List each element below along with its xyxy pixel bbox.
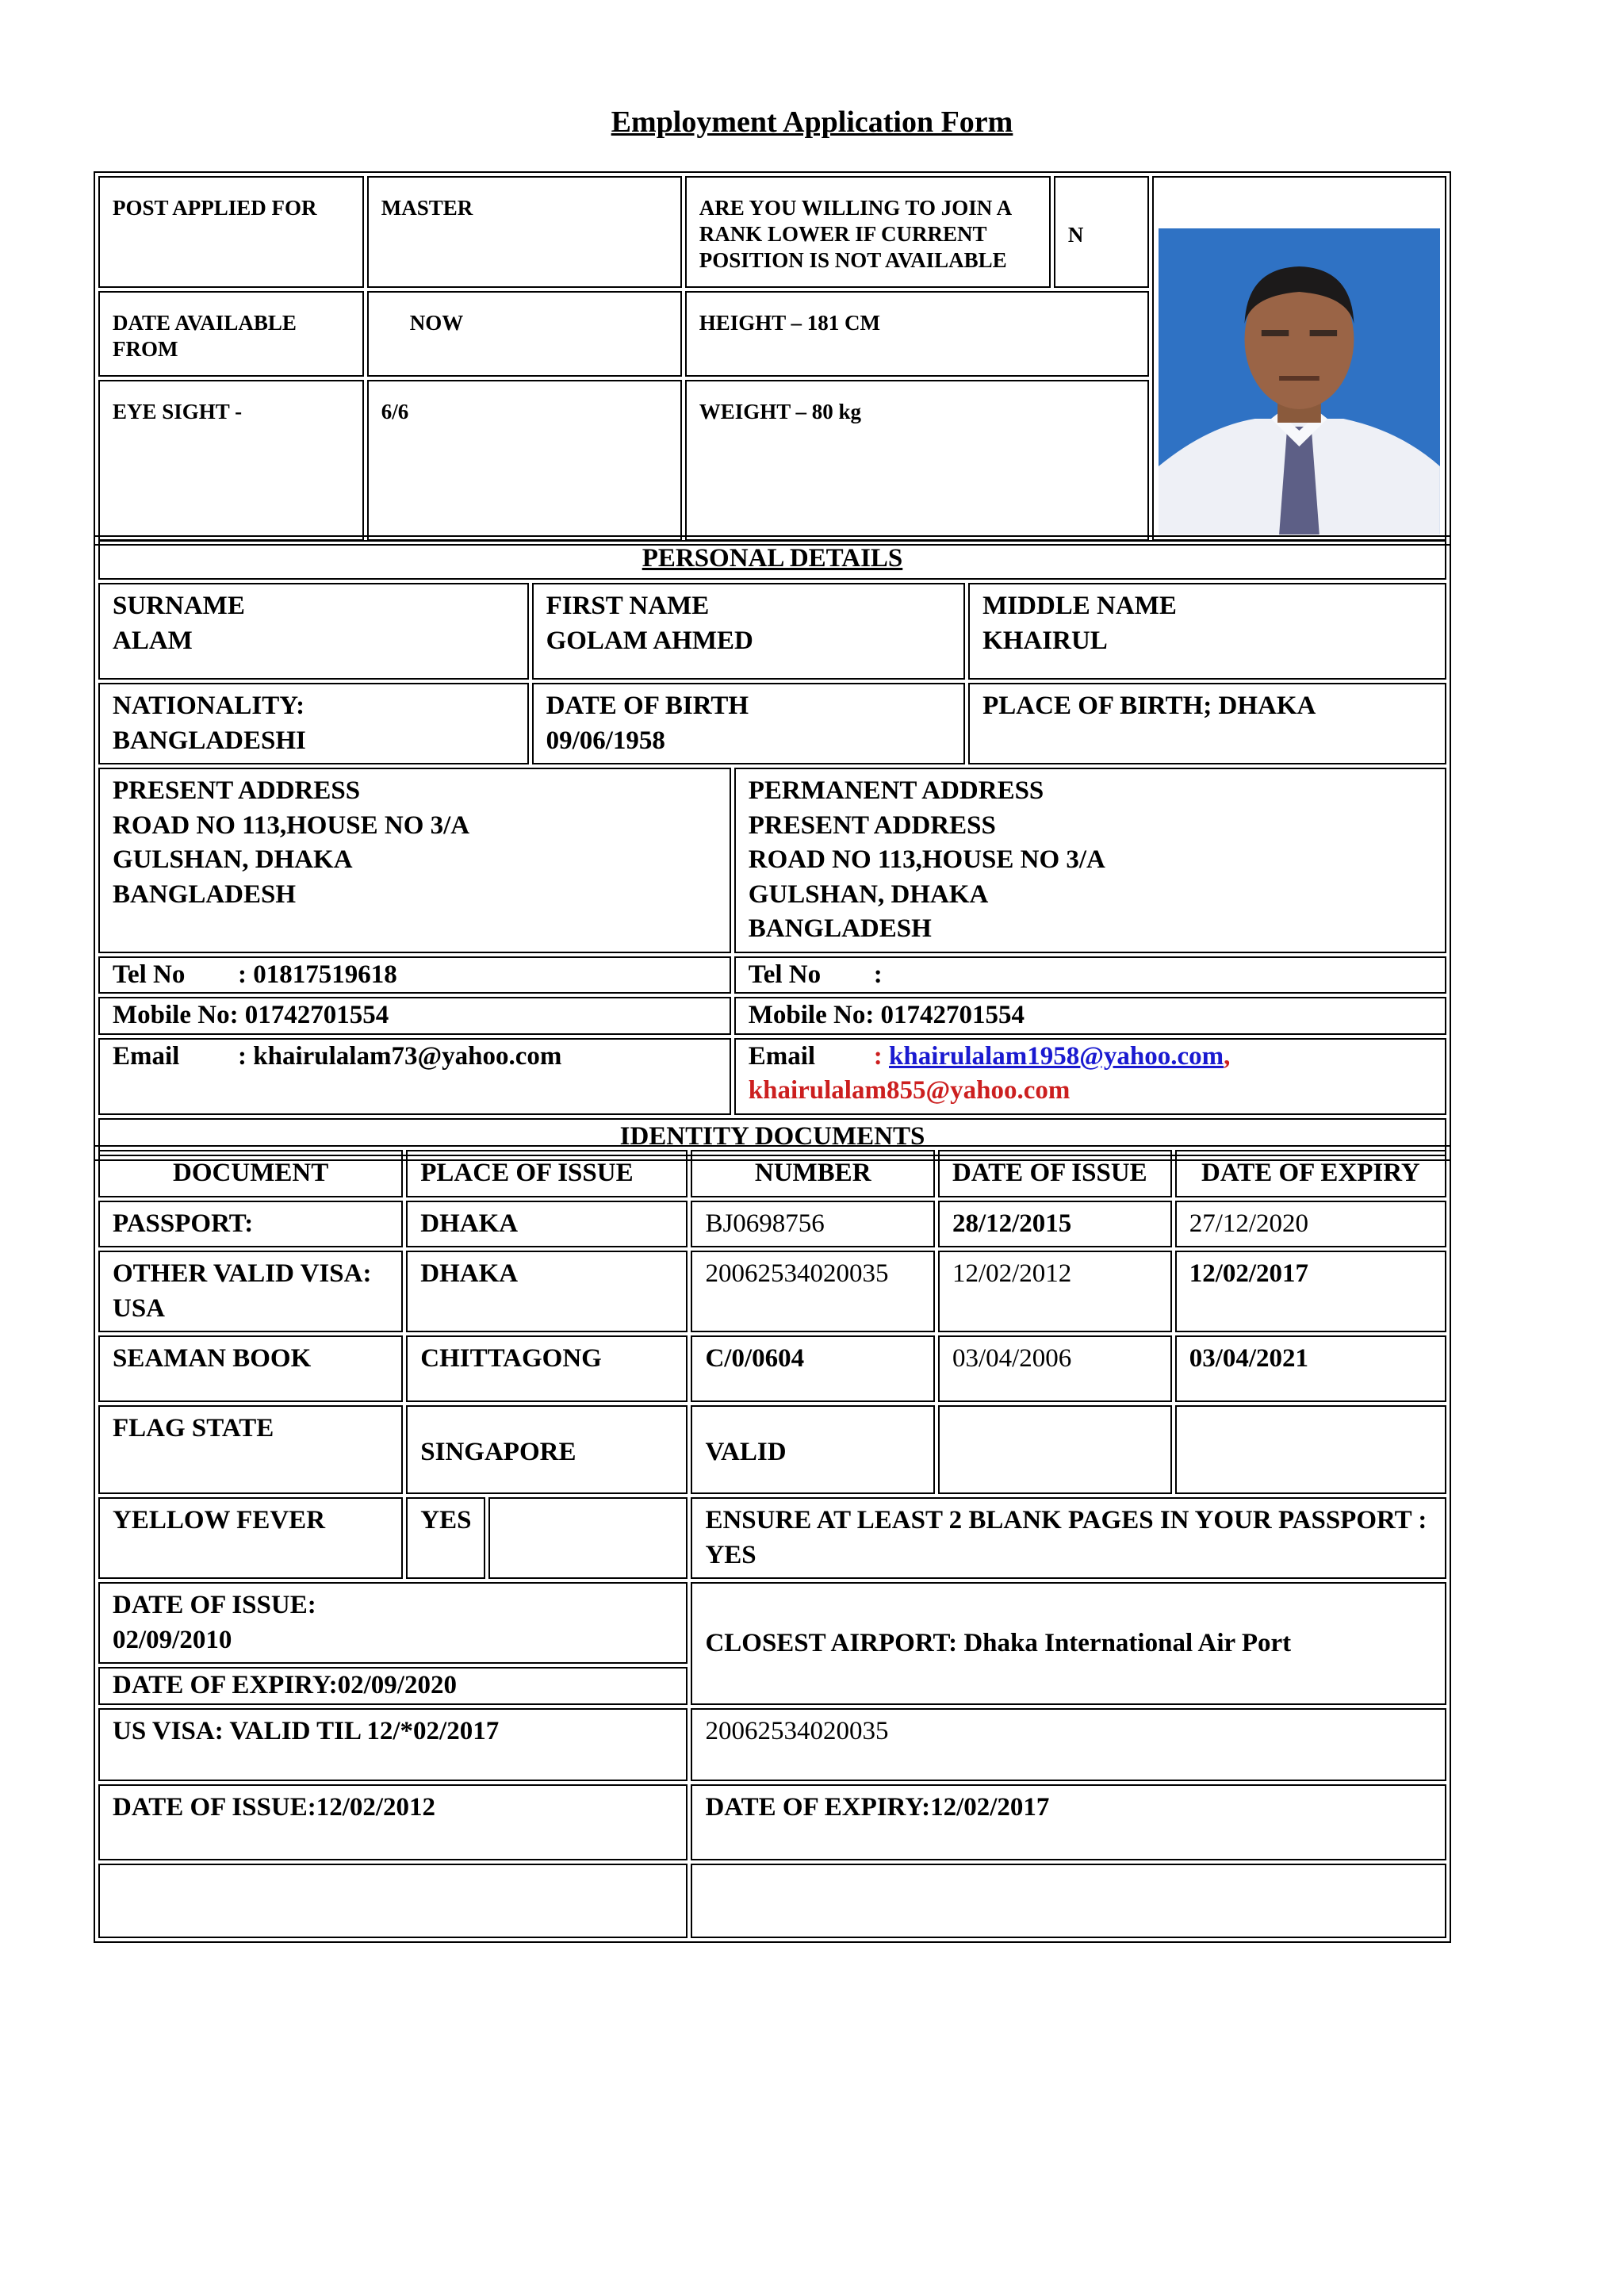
header-date-of-issue: DATE OF ISSUE xyxy=(938,1150,1172,1197)
middle-name-cell xyxy=(968,583,1446,680)
us-visa-issue: DATE OF ISSUE:12/02/2012 xyxy=(98,1784,688,1860)
photo-cell xyxy=(1152,176,1446,541)
weight-field: WEIGHT – 80 kg xyxy=(685,380,1149,541)
seaman-book-label: SEAMAN BOOK xyxy=(98,1335,403,1402)
post-applied-label: POST APPLIED FOR xyxy=(98,176,364,288)
surname-value: ALAM xyxy=(113,626,193,655)
us-visa-expiry: DATE OF EXPIRY:12/02/2017 xyxy=(691,1784,1446,1860)
header-place-of-issue: PLACE OF ISSUE xyxy=(406,1150,688,1197)
us-visa-number: 20062534020035 xyxy=(691,1708,1446,1781)
eye-sight-label: EYE SIGHT - xyxy=(98,380,364,541)
email-permanent-extra: khairulalam855@yahoo.com xyxy=(748,1076,1071,1105)
visa-issue: 12/02/2012 xyxy=(938,1251,1172,1332)
documents-table xyxy=(94,1145,1451,1943)
present-address-line: GULSHAN, DHAKA xyxy=(113,845,353,875)
first-name-label: FIRST NAME xyxy=(546,592,710,620)
seaman-book-place: CHITTAGONG xyxy=(406,1335,688,1402)
first-name-cell xyxy=(532,583,966,680)
permanent-address-line: GULSHAN, DHAKA xyxy=(748,879,989,909)
header-date-of-expiry: DATE OF EXPIRY xyxy=(1175,1150,1446,1197)
empty-cell-left xyxy=(98,1864,688,1938)
present-address-line: BANGLADESH xyxy=(113,879,297,909)
us-visa: US VISA: VALID TIL 12/*02/2017 xyxy=(98,1708,688,1781)
flag-state-value: SINGAPORE xyxy=(406,1405,688,1494)
present-address-cell xyxy=(98,768,731,953)
present-address-label: PRESENT ADDRESS xyxy=(113,776,361,806)
middle-name-label: MIDDLE NAME xyxy=(982,592,1177,620)
passport-expiry: 27/12/2020 xyxy=(1175,1201,1446,1248)
eye-sight-value: 6/6 xyxy=(367,380,682,541)
flag-state-blank xyxy=(938,1405,1172,1494)
personal-details-heading: PERSONAL DETAILS xyxy=(98,540,1446,580)
mobile-present: Mobile No: 01742701554 xyxy=(98,997,731,1035)
permanent-address-cell xyxy=(734,768,1446,953)
dob-cell xyxy=(532,683,966,764)
yf-issue-label: DATE OF ISSUE: xyxy=(113,1591,316,1620)
email-present-cell xyxy=(98,1038,731,1115)
yellow-fever-blank xyxy=(488,1497,688,1579)
present-address-line: ROAD NO 113,HOUSE NO 3/A xyxy=(113,810,470,840)
tel-label: Tel No xyxy=(113,960,186,989)
applicant-photo xyxy=(1159,228,1440,534)
nationality-cell xyxy=(98,683,529,764)
flag-state-status: VALID xyxy=(691,1405,935,1494)
flag-state-blank xyxy=(1175,1405,1446,1494)
permanent-address-line: PRESENT ADDRESS xyxy=(748,810,996,840)
seaman-book-number: C/0/0604 xyxy=(691,1335,935,1402)
header-document: DOCUMENT xyxy=(98,1150,403,1197)
surname-label: SURNAME xyxy=(113,592,245,620)
email-permanent-cell: Email : khairulalam1958@yahoo.com, khairulalam855@yahoo.com xyxy=(734,1038,1446,1115)
tel-permanent-value: : xyxy=(873,960,883,989)
tel-label: Tel No xyxy=(748,960,822,989)
seaman-book-expiry: 03/04/2021 xyxy=(1175,1335,1446,1402)
post-applied-value: MASTER xyxy=(367,176,682,288)
header-number: NUMBER xyxy=(691,1150,935,1197)
yellow-fever-value: YES xyxy=(406,1497,485,1579)
height-field: HEIGHT – 181 CM xyxy=(685,291,1149,377)
email-label: Email xyxy=(113,1041,180,1071)
form-title: Employment Application Form xyxy=(611,105,1013,139)
email-label: Email xyxy=(748,1041,816,1071)
lower-rank-answer: N xyxy=(1054,176,1149,288)
passport-place: DHAKA xyxy=(406,1201,688,1248)
tel-present-cell xyxy=(98,956,731,994)
tel-present-value: : 01817519618 xyxy=(238,960,397,989)
passport-number: BJ0698756 xyxy=(691,1201,935,1248)
date-available-label: DATE AVAILABLE FROM xyxy=(98,291,364,377)
blank-pages-note: ENSURE AT LEAST 2 BLANK PAGES IN YOUR PASSPORT : YES xyxy=(691,1497,1446,1579)
email-present-value: : khairulalam73@yahoo.com xyxy=(238,1041,562,1071)
visa-label: OTHER VALID VISA: USA xyxy=(98,1251,403,1332)
seaman-book-issue: 03/04/2006 xyxy=(938,1335,1172,1402)
place-of-birth: PLACE OF BIRTH; DHAKA xyxy=(968,683,1446,764)
flag-state-label: FLAG STATE xyxy=(98,1405,403,1494)
personal-details-table xyxy=(94,535,1451,1161)
date-available-value: NOW xyxy=(367,291,682,377)
permanent-address-line: ROAD NO 113,HOUSE NO 3/A xyxy=(748,845,1105,875)
surname-cell xyxy=(98,583,529,680)
tel-permanent-cell xyxy=(734,956,1446,994)
permanent-address-label: PERMANENT ADDRESS xyxy=(748,776,1044,806)
nationality-label: NATIONALITY: xyxy=(113,692,305,720)
identity-documents-heading: IDENTITY DOCUMENTS xyxy=(98,1118,1446,1156)
closest-airport: CLOSEST AIRPORT: Dhaka International Air Port xyxy=(691,1582,1446,1705)
yf-expiry: DATE OF EXPIRY:02/09/2020 xyxy=(98,1667,688,1705)
visa-number: 20062534020035 xyxy=(691,1251,935,1332)
visa-place: DHAKA xyxy=(406,1251,688,1332)
email-permanent-prefix: : xyxy=(873,1041,889,1071)
empty-cell-right xyxy=(691,1864,1446,1938)
passport-issue: 28/12/2015 xyxy=(938,1201,1172,1248)
visa-expiry: 12/02/2017 xyxy=(1175,1251,1446,1332)
first-name-value: GOLAM AHMED xyxy=(546,626,753,655)
permanent-address-line: BANGLADESH xyxy=(748,914,932,944)
mobile-permanent: Mobile No: 01742701554 xyxy=(734,997,1446,1035)
passport-label: PASSPORT: xyxy=(98,1201,403,1248)
yellow-fever-label: YELLOW FEVER xyxy=(98,1497,403,1579)
email-permanent-link[interactable]: khairulalam1958@yahoo.com xyxy=(889,1041,1224,1071)
lower-rank-question: ARE YOU WILLING TO JOIN A RANK LOWER IF CURRENT POSITION IS NOT AVAILABLE xyxy=(685,176,1051,288)
yf-issue-cell xyxy=(98,1582,688,1664)
dob-label: DATE OF BIRTH xyxy=(546,692,749,720)
dob-value: 09/06/1958 xyxy=(546,726,665,755)
yf-issue-value: 02/09/2010 xyxy=(113,1625,232,1654)
middle-name-value: KHAIRUL xyxy=(982,626,1108,655)
nationality-value: BANGLADESHI xyxy=(113,726,306,755)
portrait-image xyxy=(1159,228,1440,534)
top-info-table xyxy=(94,171,1451,546)
